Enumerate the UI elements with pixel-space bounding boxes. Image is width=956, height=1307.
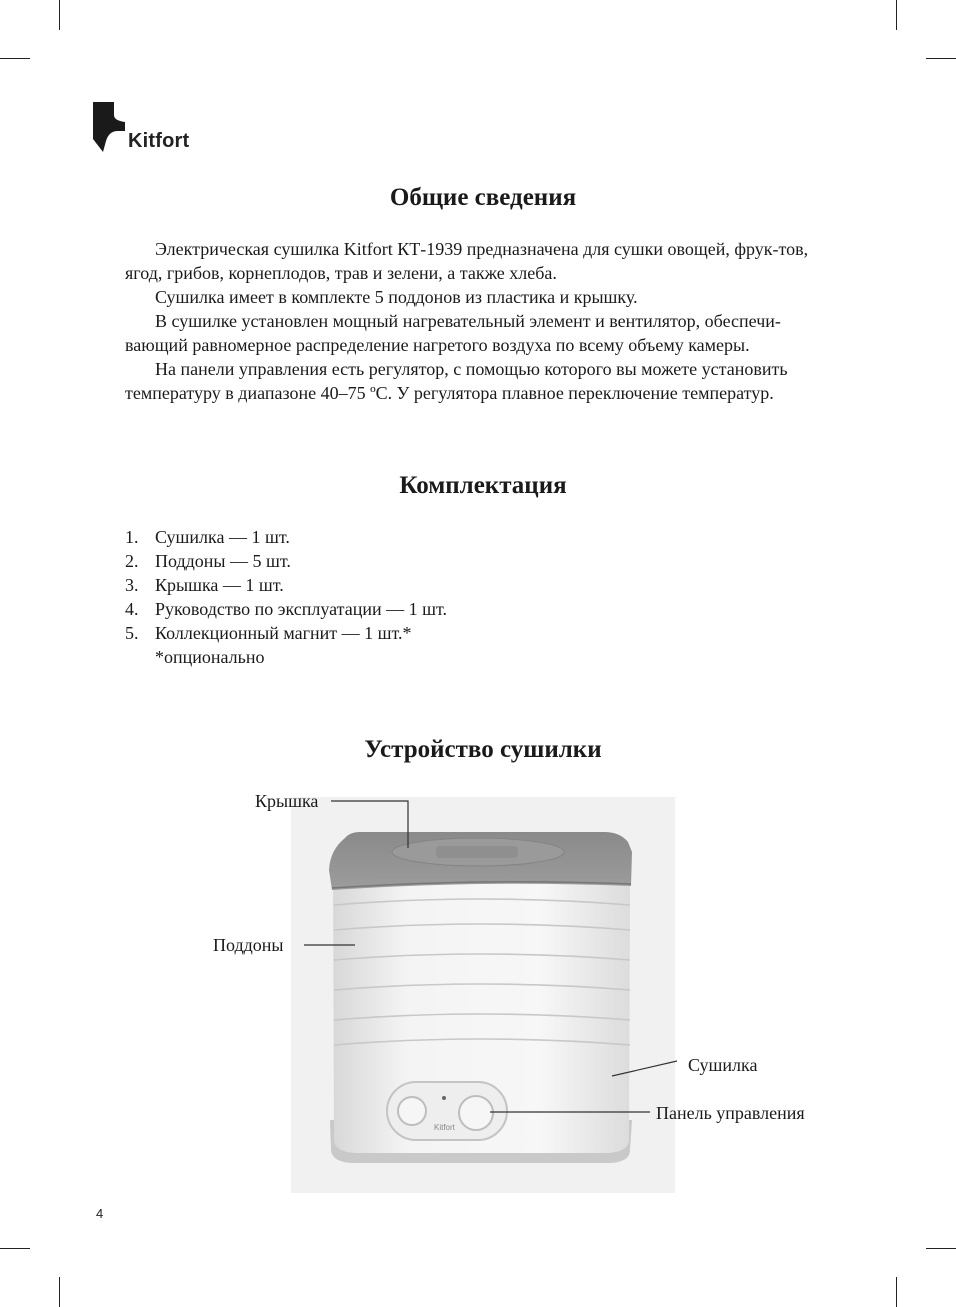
- list-item: 5. Коллекционный магнит — 1 шт.*: [125, 623, 412, 643]
- page-number: 4: [96, 1206, 104, 1221]
- section-title-device: Устройство сушилки: [364, 736, 602, 763]
- general-paragraph: Сушилка имеет в комплекте 5 поддонов из пластика и крышку.: [155, 287, 638, 307]
- general-paragraph: На панели управления есть регулятор, с помощью которого вы можете установить температуру в диапазоне 40–75 ºС. У регулятора плавное переключение температур.: [125, 359, 788, 403]
- temperature-knob: [459, 1096, 493, 1130]
- list-item: 3. Крышка — 1 шт.: [125, 575, 284, 595]
- general-paragraph: В сушилке установлен мощный нагревательный элемент и вентилятор, обеспечи-вающий равномерное распределение нагретого воздуха по всему объему камеры.: [125, 311, 781, 355]
- list-item: 4. Руководство по эксплуатации — 1 шт.: [125, 599, 447, 619]
- footnote: *опционально: [155, 647, 265, 667]
- list-item: 2. Поддоны — 5 шт.: [125, 551, 291, 571]
- label-lid: Крышка: [255, 791, 319, 811]
- power-knob: [398, 1097, 426, 1125]
- section-title-general: Общие сведения: [389, 184, 577, 211]
- label-dryer: Сушилка: [688, 1055, 758, 1075]
- label-control-panel: Панель управления: [656, 1103, 805, 1123]
- brand-name: Kitfort: [128, 130, 190, 152]
- label-trays: Поддоны: [213, 935, 284, 955]
- indicator-light: [442, 1096, 446, 1100]
- general-paragraph: Электрическая сушилка Kitfort КТ-1939 предназначена для сушки овощей, фрук-тов, ягод, грибов, корнеплодов, трав и зелени, а также хлеба.: [125, 239, 809, 283]
- list-item: 1. Сушилка — 1 шт.: [125, 527, 290, 547]
- section-title-package: Комплектация: [399, 472, 567, 499]
- device-logo: Kitfort: [434, 1123, 455, 1132]
